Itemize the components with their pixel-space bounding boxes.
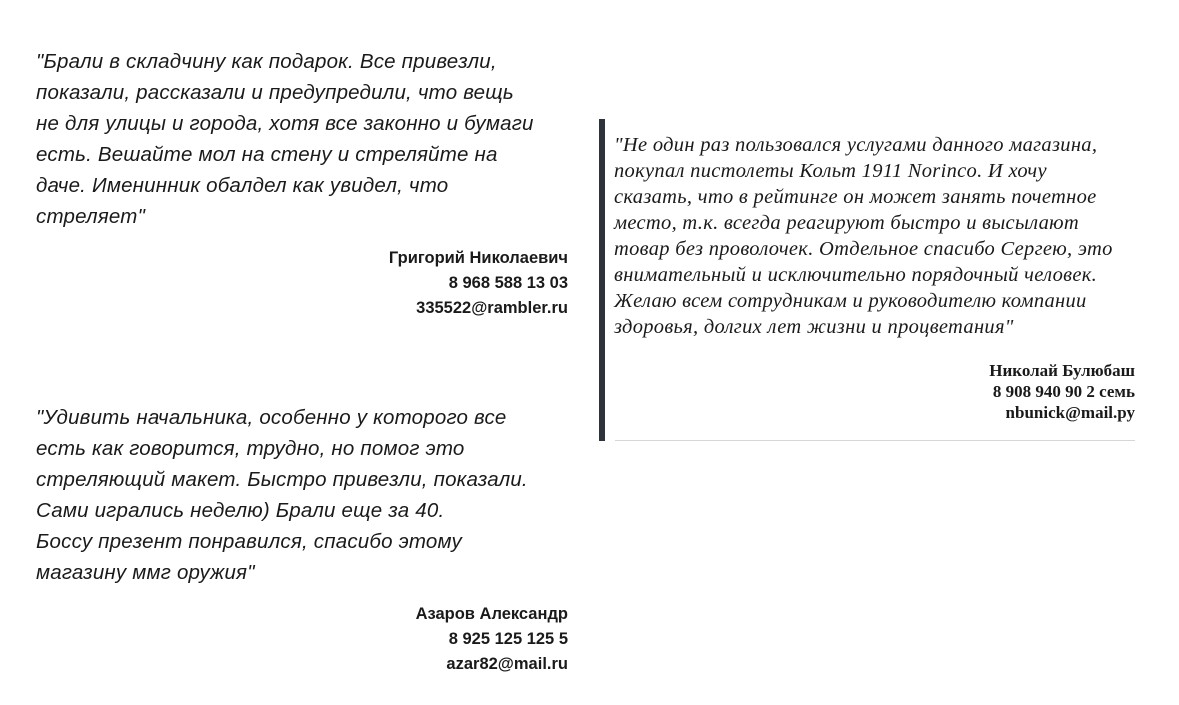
author-phone: 8 908 940 90 2 семь (992, 382, 1135, 401)
author-name: Николай Булюбаш (989, 361, 1135, 380)
review-author (36, 246, 568, 321)
review-author (36, 602, 568, 677)
author-phone: 8 925 125 125 5 (448, 630, 568, 648)
review-card (36, 402, 568, 677)
review-quote: "Не один раз пользовался услугами данного магазина, покупал пистолеты Кольт 1911 Norinco. И хочу сказать, что в рейтинге он может занять почетное место, т.к. всегда реагируют быстро и высылают товар без проволочек. Отдельное спасибо Сергею, это внимательный и исключительно порядочный человек. Желаю всем сотрудникам и руководителю компании здоровья, долгих лет жизни и процветания" (614, 134, 1113, 338)
author-name: Григорий Николаевич (388, 249, 568, 267)
author-email: azar82@mail.ru (446, 655, 568, 673)
divider (615, 440, 1135, 441)
review-quote: "Брали в складчину как подарок. Все привезли, показали, рассказали и предупредили, что вещь не для улицы и города, хотя все законно и бумаги есть. Вешайте мол на стену и стреляйте на даче. Именинник обалдел как увидел, что стреляет" (36, 50, 534, 228)
blockquote-review (599, 119, 1135, 441)
review-card (36, 46, 568, 321)
blockquote-content (605, 119, 1135, 423)
review-author (614, 360, 1135, 423)
review-quote: "Удивить начальника, особенно у которого все есть как говорится, трудно, но помог это стреляющий макет. Быстро привезли, показали. Сами игрались неделю) Брали еще за 40. Боссу презент понравился, спасибо этому магазину ммг оружия" (36, 406, 528, 584)
author-phone: 8 968 588 13 03 (448, 274, 568, 292)
author-name: Азаров Александр (415, 605, 568, 623)
author-email: 335522@rambler.ru (416, 299, 568, 317)
author-email: nbunick@mail.ру (1005, 403, 1135, 422)
